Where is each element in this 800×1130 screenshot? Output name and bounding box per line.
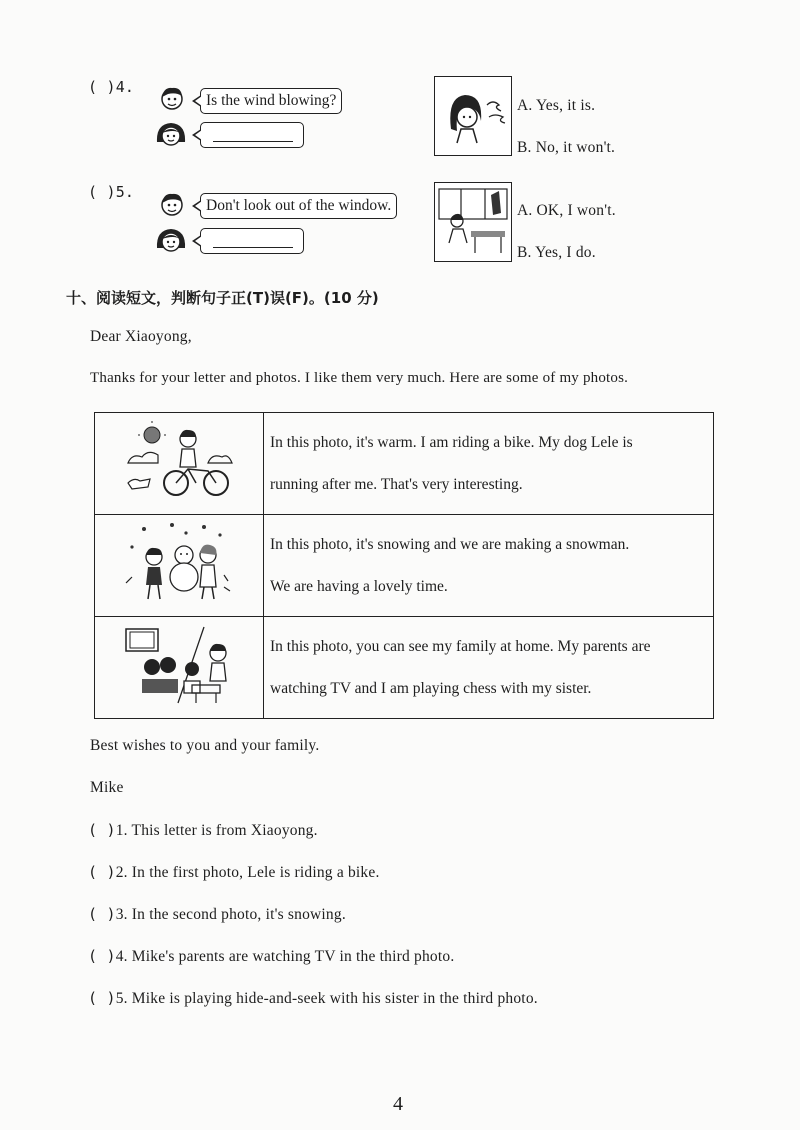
section-heading: 十、阅读短文，判断句子正(T)误(F)。(10 分)	[66, 289, 379, 307]
speech-bubble	[200, 88, 342, 114]
speech-bubble	[200, 193, 397, 219]
letter-greeting: Dear Xiaoyong,	[90, 328, 192, 345]
tf-question-text: 3. In the second photo, it's snowing.	[115, 906, 346, 923]
girl-face-icon	[154, 226, 188, 254]
photo-text-line: In this photo, you can see my family at home. My parents are	[270, 637, 651, 655]
photo-text-cell	[264, 413, 714, 515]
answer-blank	[213, 141, 293, 142]
photo-cell	[95, 617, 264, 719]
photo-text-line: We are having a lovely time.	[270, 577, 448, 595]
tf-question-text: 5. Mike is playing hide-and-seek with his sister in the third photo.	[115, 990, 538, 1007]
photo-text-cell	[264, 515, 714, 617]
photo-row	[95, 413, 714, 515]
photo-row	[95, 617, 714, 719]
answer-paren[interactable]: ( )	[88, 989, 116, 1007]
photo-text-line: watching TV and I am playing chess with my sister.	[270, 679, 592, 697]
answer-bubble[interactable]	[200, 122, 304, 148]
boy-riding-bike-illustration	[124, 421, 234, 501]
tf-question-text: 4. Mike's parents are watching TV in the third photo.	[115, 948, 455, 965]
photo-text-cell	[264, 617, 714, 719]
question-number: ( )4.	[88, 78, 135, 96]
photo-cell	[95, 413, 264, 515]
boy-face-icon	[158, 84, 186, 112]
window-picture	[434, 182, 512, 262]
photo-text-line: In this photo, it's snowing and we are making a snowman.	[270, 535, 630, 553]
classroom-window-illustration	[435, 183, 511, 261]
letter-closing: Best wishes to you and your family.	[90, 737, 320, 754]
answer-paren[interactable]: ( )	[88, 821, 116, 839]
family-at-home-illustration	[122, 623, 236, 707]
boy-face-icon	[158, 190, 186, 218]
page-number: 4	[393, 1093, 403, 1115]
photo-text-line: In this photo, it's warm. I am riding a bike. My dog Lele is	[270, 433, 633, 451]
letter-intro: Thanks for your letter and photos. I like them very much. Here are some of my photos.	[90, 370, 629, 386]
tf-question-text: 2. In the first photo, Lele is riding a bike.	[115, 864, 380, 881]
question-number: ( )5.	[88, 183, 135, 201]
girl-in-wind-illustration	[435, 77, 511, 155]
option-b: B. Yes, I do.	[517, 244, 596, 261]
tf-question	[88, 947, 454, 966]
tf-question	[88, 821, 318, 840]
letter-signature: Mike	[90, 779, 124, 796]
photo-cell	[95, 515, 264, 617]
tf-question	[88, 863, 380, 882]
wind-picture	[434, 76, 512, 156]
option-a: A. OK, I won't.	[517, 202, 616, 219]
answer-paren[interactable]: ( )	[88, 947, 116, 965]
answer-blank	[213, 247, 293, 248]
tf-question	[88, 905, 346, 924]
tf-question-text: 1. This letter is from Xiaoyong.	[115, 822, 318, 839]
option-a: A. Yes, it is.	[517, 97, 596, 114]
speech-text: Don't look out of the window.	[206, 197, 392, 214]
speech-text: Is the wind blowing?	[206, 92, 337, 109]
tf-question	[88, 989, 538, 1008]
photo-row	[95, 515, 714, 617]
making-snowman-illustration	[124, 521, 234, 605]
answer-paren[interactable]: ( )	[88, 905, 116, 923]
answer-paren[interactable]: ( )	[88, 863, 116, 881]
girl-face-icon	[154, 120, 188, 148]
photo-text-line: running after me. That's very interesting.	[270, 475, 523, 493]
option-b: B. No, it won't.	[517, 139, 616, 156]
answer-bubble[interactable]	[200, 228, 304, 254]
photo-table	[94, 412, 714, 719]
